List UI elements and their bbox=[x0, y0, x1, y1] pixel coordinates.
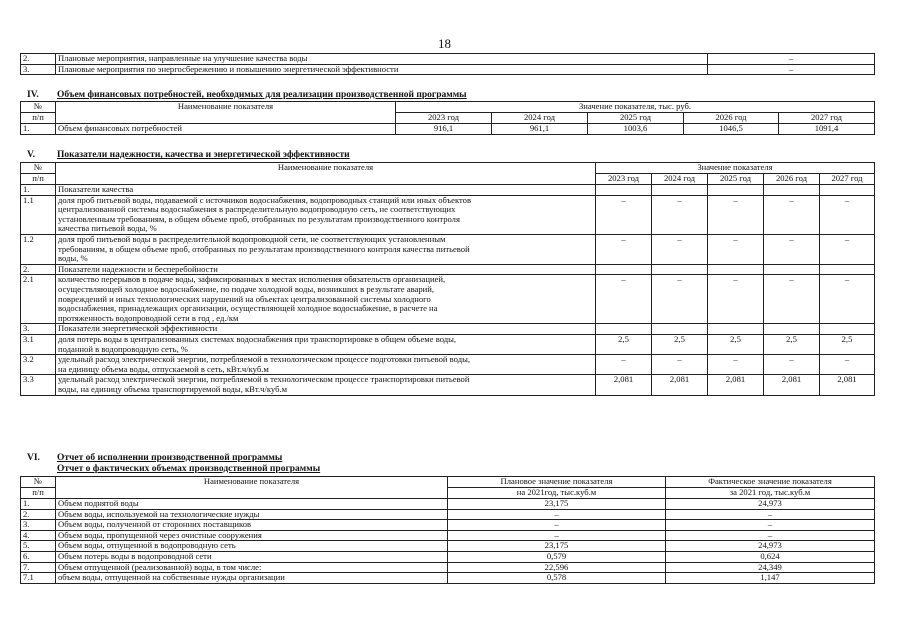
row-name-line: Показатели надежности и бесперебойности bbox=[58, 264, 218, 274]
section-iv-title: Объем финансовых потребностей, необходимых для реализации производственной программы bbox=[57, 90, 467, 100]
year-header: 2027 год bbox=[779, 113, 875, 124]
row-plan: – bbox=[448, 530, 666, 541]
row-value: – bbox=[764, 275, 820, 324]
row-name: Объем поднятой воды bbox=[56, 499, 448, 510]
row-num: 3.1 bbox=[21, 334, 56, 354]
row-value: – bbox=[820, 195, 875, 234]
row-value bbox=[820, 324, 875, 335]
table-row bbox=[21, 324, 875, 335]
row-value: 2,5 bbox=[708, 334, 764, 354]
col-value-header: Значение показателя bbox=[596, 163, 875, 174]
row-name-line: установленным требованиям, в общем объеме проб, отобранных по результатам производственного контроля bbox=[58, 213, 460, 224]
table-row bbox=[21, 375, 875, 395]
section-v-title: Показатели надежности, качества и энергетической эффективности bbox=[57, 150, 350, 160]
row-value bbox=[596, 264, 652, 275]
col-plan-header: Плановое значение показателя bbox=[448, 477, 666, 488]
row-name: Объем воды, полученной от сторонних поставщиков bbox=[56, 520, 448, 531]
row-value: 2,5 bbox=[764, 334, 820, 354]
section-vi-subtitle: Отчет о фактических объемах производственной программы bbox=[57, 464, 321, 474]
row-plan: 23,175 bbox=[448, 499, 666, 510]
financial-table bbox=[20, 101, 875, 135]
row-value: – bbox=[652, 275, 708, 324]
row-value bbox=[764, 185, 820, 196]
row-value: – bbox=[652, 195, 708, 234]
row-value: 1003,6 bbox=[588, 124, 684, 135]
row-value: – bbox=[764, 195, 820, 234]
row-value bbox=[596, 185, 652, 196]
row-fact: – bbox=[666, 509, 875, 520]
table-row bbox=[21, 334, 875, 354]
row-value: 2,5 bbox=[652, 334, 708, 354]
col-num-header: № bbox=[21, 102, 56, 113]
row-num: 2. bbox=[21, 264, 56, 275]
row-num: 1.2 bbox=[21, 234, 56, 264]
table-row bbox=[21, 573, 875, 584]
row-value: – bbox=[708, 54, 875, 65]
row-fact: 24,973 bbox=[666, 499, 875, 510]
row-value bbox=[596, 324, 652, 335]
row-num: 2. bbox=[21, 54, 56, 65]
row-name: Объем отпущенной (реализованной) воды, в том числе: bbox=[56, 562, 448, 573]
row-name bbox=[56, 275, 596, 324]
table-row bbox=[21, 185, 875, 196]
row-value bbox=[652, 185, 708, 196]
row-name: Плановые мероприятия по энергосбережению и повышению энергетической эффективности bbox=[56, 64, 708, 75]
row-num: 3. bbox=[21, 520, 56, 531]
table-row bbox=[21, 54, 875, 65]
row-value bbox=[708, 324, 764, 335]
row-value: – bbox=[652, 355, 708, 375]
row-num: 1. bbox=[21, 185, 56, 196]
row-value: – bbox=[596, 355, 652, 375]
row-name-line: повреждений и иных технологических нарушений на объектах централизованной системы холодного bbox=[58, 293, 431, 304]
row-num: 1. bbox=[21, 124, 56, 135]
row-fact: – bbox=[666, 530, 875, 541]
section-v-number: V. bbox=[27, 150, 36, 160]
row-value: – bbox=[596, 275, 652, 324]
row-value bbox=[820, 185, 875, 196]
row-value: 2,081 bbox=[764, 375, 820, 395]
top-table bbox=[20, 53, 875, 75]
section-vi-number: VI. bbox=[27, 453, 40, 463]
row-value bbox=[820, 264, 875, 275]
row-value: – bbox=[708, 355, 764, 375]
table-row bbox=[21, 509, 875, 520]
row-name-line: доля проб питьевой воды в распределительной водопроводной сети, не соответствующих установленным bbox=[58, 234, 446, 244]
row-value: 1091,4 bbox=[779, 124, 875, 135]
page-number: 18 bbox=[438, 36, 451, 51]
row-name-line: протяженность водопроводной сети в год , ед./км bbox=[58, 312, 239, 323]
row-value bbox=[652, 264, 708, 275]
row-name-line: воды, на единицу объема транспортируемой воды, кВт.ч/куб.м bbox=[58, 383, 288, 394]
row-num: 7.1 bbox=[21, 573, 56, 584]
row-name-line: удельный расход электрической энергии, потребляемой в технологическом процессе подготовки питьевой воды, bbox=[58, 354, 470, 365]
row-num: 4. bbox=[21, 530, 56, 541]
row-num: 2. bbox=[21, 509, 56, 520]
col-name-header: Наименование показателя bbox=[56, 163, 596, 185]
col-num-header: № bbox=[21, 477, 56, 488]
row-value bbox=[764, 264, 820, 275]
row-plan: 0,579 bbox=[448, 551, 666, 562]
year-header: 2023 год bbox=[396, 113, 492, 124]
row-name-line: воды, % bbox=[58, 253, 88, 264]
row-name-line: осуществляющей холодное водоснабжение, по подаче холодной воды, возникших в результате аварий, bbox=[58, 283, 434, 294]
row-fact: 24,973 bbox=[666, 541, 875, 552]
row-name-line: количество перерывов в подаче воды, зафиксированных в местах исполнения обязательств организацией, bbox=[58, 274, 446, 285]
table-row bbox=[21, 195, 875, 234]
row-name-line: требованиям, в общем объеме проб, отобранных по результатам производственного контроля качества питьевой bbox=[58, 243, 470, 254]
row-num: 3.2 bbox=[21, 355, 56, 375]
row-name: Объем финансовых потребностей bbox=[56, 124, 396, 135]
table-row bbox=[21, 264, 875, 275]
row-value: 1046,5 bbox=[684, 124, 779, 135]
row-value: – bbox=[764, 234, 820, 264]
row-name-line: удельный расход электрической энергии, потребляемой в технологическом процессе транспортировки питьевой bbox=[58, 374, 470, 385]
year-header: 2026 год bbox=[684, 113, 779, 124]
row-fact: 0,624 bbox=[666, 551, 875, 562]
row-name-line: Показатели качества bbox=[58, 184, 134, 194]
table-row bbox=[21, 64, 875, 75]
row-name: Плановые мероприятия, направленные на улучшение качества воды bbox=[56, 54, 708, 65]
row-value: – bbox=[820, 275, 875, 324]
row-name-line: Показатели энергетической эффективности bbox=[58, 323, 218, 334]
row-name: Объем воды, используемой на технологические нужды bbox=[56, 509, 448, 520]
row-value: 2,5 bbox=[820, 334, 875, 354]
row-name-line: поданной в водопроводную сеть, % bbox=[58, 343, 188, 354]
row-num: 6. bbox=[21, 551, 56, 562]
col-num-header-2: п/п bbox=[21, 113, 56, 124]
row-fact: – bbox=[666, 520, 875, 531]
col-name-header: Наименование показателя bbox=[56, 477, 448, 499]
row-name: Объем воды, отпущенной в водопроводную сеть bbox=[56, 541, 448, 552]
row-name-line: качества питьевой воды, % bbox=[58, 223, 157, 234]
row-name bbox=[56, 375, 596, 395]
col-num-header-2: п/п bbox=[21, 174, 56, 185]
row-value: – bbox=[596, 195, 652, 234]
row-name-line: на единицу объема воды, отпускаемой в сеть, кВт.ч/куб.м bbox=[58, 363, 269, 374]
table-row bbox=[21, 355, 875, 375]
row-name-line: доля потерь воды в централизованных системах водоснабжения при транспортировке в общем объеме воды, bbox=[58, 334, 457, 344]
row-value: – bbox=[764, 355, 820, 375]
table-row bbox=[21, 275, 875, 324]
year-header: 2026 год bbox=[764, 174, 820, 185]
row-value: – bbox=[708, 275, 764, 324]
row-value bbox=[764, 324, 820, 335]
row-fact: 1,147 bbox=[666, 573, 875, 584]
row-name bbox=[56, 195, 596, 234]
row-value: – bbox=[820, 355, 875, 375]
row-fact: 24,349 bbox=[666, 562, 875, 573]
col-num-header-2: п/п bbox=[21, 488, 56, 499]
row-name bbox=[56, 234, 596, 264]
col-fact-header: Фактическое значение показателя bbox=[666, 477, 875, 488]
row-value: 2,5 bbox=[596, 334, 652, 354]
row-name-line: водоснабжения, принадлежащих организации, осуществляющей холодное водоснабжение, в расчете на bbox=[58, 303, 438, 314]
col-name-header: Наименование показателя bbox=[56, 102, 396, 124]
year-header: 2024 год bbox=[492, 113, 588, 124]
row-value: 961,1 bbox=[492, 124, 588, 135]
row-name: Объем воды, пропущенной через очистные сооружения bbox=[56, 530, 448, 541]
row-name: объем воды, отпущенной на собственные нужды организации bbox=[56, 573, 448, 584]
row-num: 7. bbox=[21, 562, 56, 573]
row-name-line: доля проб питьевой воды, подаваемой с источников водоснабжения, водопроводных станций или иных объектов bbox=[58, 195, 472, 205]
row-value: 2,081 bbox=[596, 375, 652, 395]
row-value: – bbox=[708, 64, 875, 75]
year-header: 2025 год bbox=[708, 174, 764, 185]
row-value: 2,081 bbox=[708, 375, 764, 395]
row-plan: 0,578 bbox=[448, 573, 666, 584]
row-num: 2.1 bbox=[21, 275, 56, 324]
section-vi-title: Отчет об исполнении производственной программы bbox=[57, 453, 283, 463]
row-value: 916,1 bbox=[396, 124, 492, 135]
table-row bbox=[21, 499, 875, 510]
table-row bbox=[21, 541, 875, 552]
table-row bbox=[21, 234, 875, 264]
col-fact-header-2: за 2021 год, тыс.куб.м bbox=[666, 488, 875, 499]
row-value bbox=[708, 185, 764, 196]
row-name bbox=[56, 324, 596, 335]
table-row bbox=[21, 562, 875, 573]
col-num-header: № bbox=[21, 163, 56, 174]
row-plan: – bbox=[448, 520, 666, 531]
table-row bbox=[21, 530, 875, 541]
row-name bbox=[56, 334, 596, 354]
row-plan: 23,175 bbox=[448, 541, 666, 552]
row-name bbox=[56, 355, 596, 375]
row-name: Объем потерь воды в водопроводной сети bbox=[56, 551, 448, 562]
col-value-header: Значение показателя, тыс. руб. bbox=[396, 102, 875, 113]
indicators-table bbox=[20, 162, 875, 396]
row-value: – bbox=[708, 234, 764, 264]
row-plan: 22,596 bbox=[448, 562, 666, 573]
table-row bbox=[21, 520, 875, 531]
row-value bbox=[708, 264, 764, 275]
row-num: 5. bbox=[21, 541, 56, 552]
row-value: 2,081 bbox=[652, 375, 708, 395]
year-header: 2023 год bbox=[596, 174, 652, 185]
row-num: 3. bbox=[21, 324, 56, 335]
row-name bbox=[56, 185, 596, 196]
row-name-line: централизованной системы водоснабжения в распределительную водопроводную сеть, не соответствующих bbox=[58, 204, 456, 215]
row-num: 3. bbox=[21, 64, 56, 75]
row-value: – bbox=[596, 234, 652, 264]
year-header: 2025 год bbox=[588, 113, 684, 124]
row-plan: – bbox=[448, 509, 666, 520]
row-value: – bbox=[820, 234, 875, 264]
row-value bbox=[652, 324, 708, 335]
year-header: 2027 год bbox=[820, 174, 875, 185]
report-table bbox=[20, 476, 875, 584]
section-iv-number: IV. bbox=[27, 90, 39, 100]
col-plan-header-2: на 2021год, тыс.куб.м bbox=[448, 488, 666, 499]
year-header: 2024 год bbox=[652, 174, 708, 185]
row-value: 2,081 bbox=[820, 375, 875, 395]
row-value: – bbox=[708, 195, 764, 234]
row-value: – bbox=[652, 234, 708, 264]
row-num: 1. bbox=[21, 499, 56, 510]
table-row bbox=[21, 551, 875, 562]
row-name bbox=[56, 264, 596, 275]
row-num: 1.1 bbox=[21, 195, 56, 234]
row-num: 3.3 bbox=[21, 375, 56, 395]
